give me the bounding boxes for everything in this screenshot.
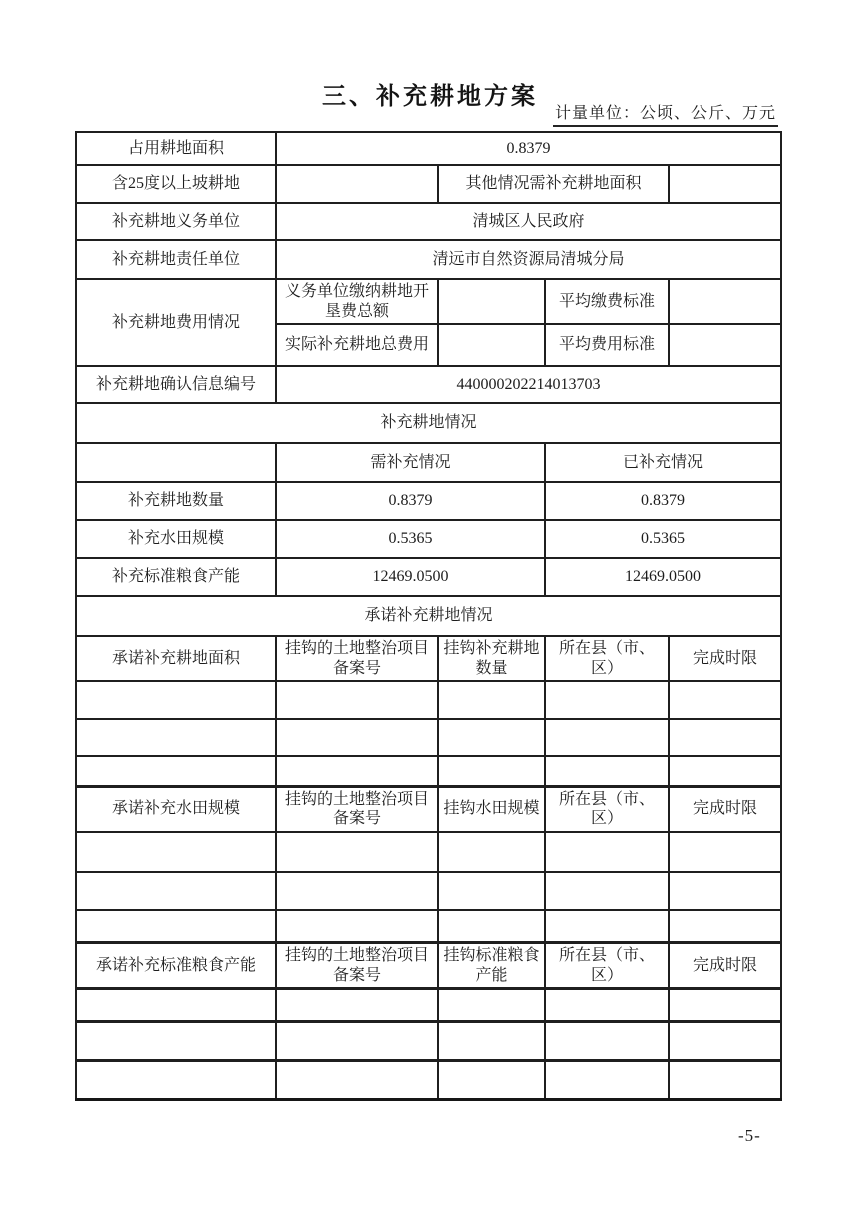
- paddy-scale-label: 补充水田规模: [76, 520, 276, 558]
- page-title: 三、补充耕地方案: [322, 83, 538, 110]
- obligation-unit-value: 清城区人民政府: [276, 203, 781, 240]
- empty-row: [76, 1022, 781, 1061]
- other-supplement-area-value: [669, 165, 781, 203]
- completed-column-header: 已补充情况: [545, 443, 781, 482]
- row-responsible-unit: [76, 240, 781, 279]
- row-commitment-section-header: [76, 596, 781, 636]
- row-commitment-grain-header: [76, 943, 781, 989]
- commitment-paddy-county-col: 所在县（市、区）: [545, 786, 669, 832]
- row-grain-capacity: [76, 558, 781, 596]
- avg-payment-standard-value: [669, 279, 781, 324]
- commitment-area-deadline-col: 完成时限: [669, 636, 781, 681]
- empty-row: [76, 832, 781, 872]
- row-supplement-columns: [76, 443, 781, 482]
- empty-row: [76, 719, 781, 756]
- row-confirmation-number: [76, 366, 781, 403]
- row-obligation-unit: [76, 203, 781, 240]
- grain-capacity-required: 12469.0500: [276, 558, 545, 596]
- commitment-grain-label: 承诺补充标准粮食产能: [76, 943, 276, 989]
- supplement-quantity-required: 0.8379: [276, 482, 545, 520]
- supplement-section-title: 补充耕地情况: [76, 403, 781, 443]
- commitment-section-title: 承诺补充耕地情况: [76, 596, 781, 636]
- page-number: -5-: [738, 1126, 761, 1145]
- row-paddy-scale: [76, 520, 781, 558]
- occupied-area-label: 占用耕地面积: [76, 132, 276, 165]
- confirmation-number-label: 补充耕地确认信息编号: [76, 366, 276, 403]
- required-column-header: 需补充情况: [276, 443, 545, 482]
- commitment-grain-county-col: 所在县（市、区）: [545, 943, 669, 989]
- commitment-grain-deadline-col: 完成时限: [669, 943, 781, 989]
- paddy-scale-required: 0.5365: [276, 520, 545, 558]
- empty-row: [76, 910, 781, 943]
- supplement-quantity-completed: 0.8379: [545, 482, 781, 520]
- commitment-grain-amount-col: 挂钩标准粮食产能: [438, 943, 545, 989]
- empty-row: [76, 872, 781, 910]
- responsible-unit-value: 清远市自然资源局清城分局: [276, 240, 781, 279]
- supplement-columns-spacer: [76, 443, 276, 482]
- commitment-area-county-col: 所在县（市、区）: [545, 636, 669, 681]
- commitment-grain-project-col: 挂钩的土地整治项目备案号: [276, 943, 438, 989]
- row-occupied-area: [76, 132, 781, 165]
- cost-section-label: 补充耕地费用情况: [76, 279, 276, 366]
- empty-row: [76, 681, 781, 719]
- empty-row: [76, 1061, 781, 1100]
- occupied-area-value: 0.8379: [276, 132, 781, 165]
- responsible-unit-label: 补充耕地责任单位: [76, 240, 276, 279]
- slope-land-value: [276, 165, 438, 203]
- commitment-paddy-deadline-col: 完成时限: [669, 786, 781, 832]
- row-commitment-area-header: [76, 636, 781, 681]
- grain-capacity-completed: 12469.0500: [545, 558, 781, 596]
- grain-capacity-label: 补充标准粮食产能: [76, 558, 276, 596]
- paddy-scale-completed: 0.5365: [545, 520, 781, 558]
- commitment-paddy-amount-col: 挂钩水田规模: [438, 786, 545, 832]
- supplement-quantity-label: 补充耕地数量: [76, 482, 276, 520]
- empty-row: [76, 989, 781, 1022]
- avg-cost-standard-value: [669, 324, 781, 366]
- actual-cost-label: 实际补充耕地总费用: [276, 324, 438, 366]
- row-slope-land: [76, 165, 781, 203]
- other-supplement-area-label: 其他情况需补充耕地面积: [438, 165, 669, 203]
- obligation-unit-label: 补充耕地义务单位: [76, 203, 276, 240]
- reclamation-fee-label: 义务单位缴纳耕地开垦费总额: [276, 279, 438, 324]
- confirmation-number-value: 440000202214013703: [276, 366, 781, 403]
- commitment-paddy-label: 承诺补充水田规模: [76, 786, 276, 832]
- commitment-area-label: 承诺补充耕地面积: [76, 636, 276, 681]
- reclamation-fee-value: [438, 279, 545, 324]
- commitment-paddy-project-col: 挂钩的土地整治项目备案号: [276, 786, 438, 832]
- avg-cost-standard-label: 平均费用标准: [545, 324, 669, 366]
- commitment-area-amount-col: 挂钩补充耕地数量: [438, 636, 545, 681]
- row-commitment-paddy-header: [76, 786, 781, 832]
- row-supplement-quantity: [76, 482, 781, 520]
- empty-row: [76, 756, 781, 786]
- slope-land-label: 含25度以上坡耕地: [76, 165, 276, 203]
- measurement-units-note: 计量单位：公顷、公斤、万元: [553, 100, 778, 127]
- supplement-cultivated-land-form: [75, 131, 782, 1101]
- row-supplement-section-header: [76, 403, 781, 443]
- avg-payment-standard-label: 平均缴费标准: [545, 279, 669, 324]
- actual-cost-value: [438, 324, 545, 366]
- row-cost-1: [76, 279, 781, 324]
- commitment-area-project-col: 挂钩的土地整治项目备案号: [276, 636, 438, 681]
